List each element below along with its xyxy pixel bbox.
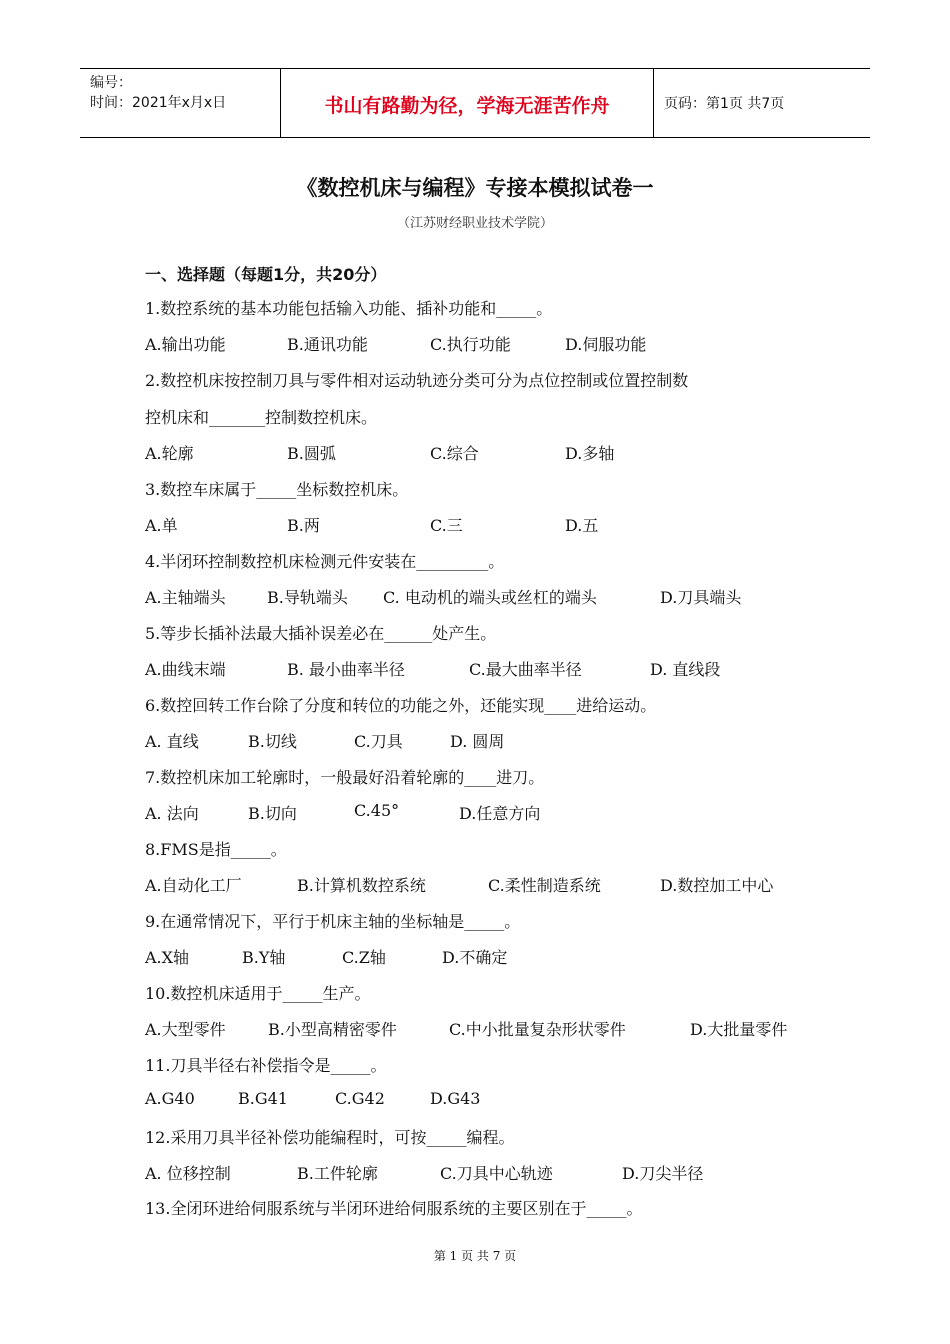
option-a: A.曲线末端 (145, 660, 226, 679)
option-a: A.单 (145, 516, 178, 535)
option-b: B.计算机数控系统 (297, 876, 426, 895)
option-b: B.圆弧 (287, 444, 336, 463)
question-text: 5.等步长插补法最大插补误差必在______处产生。 (145, 624, 497, 643)
section-heading: 一、选择题（每题1分，共20分） (145, 265, 387, 284)
option-a: A.X轴 (145, 948, 190, 967)
header-divider (653, 69, 654, 137)
option-c: C.综合 (430, 444, 479, 463)
option-b: B.两 (287, 516, 320, 535)
option-b: B.工件轮廓 (297, 1164, 378, 1183)
question-text: 12.采用刀具半径补偿功能编程时，可按_____编程。 (145, 1128, 515, 1147)
option-d: D.刀具端头 (660, 588, 742, 607)
option-a: A.输出功能 (145, 335, 226, 354)
option-d: D. 直线段 (650, 660, 721, 679)
document-header (80, 68, 870, 138)
option-d: D.不确定 (442, 948, 508, 967)
question-text: 4.半闭环控制数控机床检测元件安装在_________。 (145, 552, 505, 571)
option-c: C.G42 (335, 1089, 385, 1108)
option-c: C.中小批量复杂形状零件 (449, 1020, 626, 1039)
option-a: A.轮廓 (145, 444, 194, 463)
question-text: 1.数控系统的基本功能包括输入功能、插补功能和_____。 (145, 299, 553, 318)
option-d: D.大批量零件 (690, 1020, 788, 1039)
option-b: B.G41 (238, 1089, 288, 1108)
option-d: D.数控加工中心 (660, 876, 774, 895)
header-motto: 书山有路勤为径，学海无涯苦作舟 (324, 95, 610, 117)
document-title: 《数控机床与编程》专接本模拟试卷一 (296, 176, 654, 200)
header-page-info: 页码：第1页 共7页 (664, 96, 785, 112)
option-a: A.G40 (145, 1089, 195, 1108)
option-b: B.Y轴 (242, 948, 286, 967)
option-a: A.大型零件 (145, 1020, 226, 1039)
document-subtitle: （江苏财经职业技术学院） (396, 216, 553, 231)
option-d: D.刀尖半径 (622, 1164, 704, 1183)
option-b: B.小型高精密零件 (268, 1020, 397, 1039)
option-d: D.G43 (430, 1089, 481, 1108)
option-b: B.切线 (248, 732, 297, 751)
question-text: 13.全闭环进给伺服系统与半闭环进给伺服系统的主要区别在于_____。 (145, 1199, 643, 1218)
question-text-continued: 控机床和_______控制数控机床。 (145, 408, 378, 427)
option-c: C.柔性制造系统 (488, 876, 601, 895)
option-d: D.任意方向 (459, 804, 541, 823)
option-d: D. 圆周 (450, 732, 505, 751)
question-text: 9.在通常情况下，平行于机床主轴的坐标轴是_____。 (145, 912, 521, 931)
option-d: D.伺服功能 (565, 335, 647, 354)
question-text: 8.FMS是指_____。 (145, 840, 287, 859)
option-b: B.切向 (248, 804, 297, 823)
question-text: 10.数控机床适用于_____生产。 (145, 984, 371, 1003)
date-label: 时间：2021年x月x日 (90, 95, 227, 111)
header-meta (90, 73, 226, 113)
option-a: A.自动化工厂 (145, 876, 242, 895)
option-c: C.三 (430, 516, 463, 535)
option-a: A. 直线 (145, 732, 199, 751)
option-d: D.多轴 (565, 444, 615, 463)
option-c: C.Z轴 (342, 948, 386, 967)
option-d: D.五 (565, 516, 599, 535)
option-c: C. 电动机的端头或丝杠的端头 (383, 588, 597, 607)
option-c: C.最大曲率半径 (469, 660, 582, 679)
option-c: C.45° (354, 801, 400, 820)
question-text: 7.数控机床加工轮廓时，一般最好沿着轮廓的____进刀。 (145, 768, 545, 787)
option-b: B. 最小曲率半径 (287, 660, 405, 679)
question-text: 11.刀具半径右补偿指令是_____。 (145, 1056, 387, 1075)
option-c: C.刀具 (354, 732, 403, 751)
page-footer: 第 1 页 共 7 页 (433, 1249, 517, 1263)
option-c: C.刀具中心轨迹 (440, 1164, 553, 1183)
question-text: 3.数控车床属于_____坐标数控机床。 (145, 480, 409, 499)
number-label: 编号： (90, 75, 132, 91)
option-a: A. 法向 (145, 804, 199, 823)
option-b: B.导轨端头 (267, 588, 348, 607)
option-a: A.主轴端头 (145, 588, 226, 607)
option-a: A. 位移控制 (145, 1164, 231, 1183)
option-b: B.通讯功能 (287, 335, 368, 354)
question-text: 6.数控回转工作台除了分度和转位的功能之外，还能实现____进给运动。 (145, 696, 657, 715)
question-text: 2.数控机床按控制刀具与零件相对运动轨迹分类可分为点位控制或位置控制数 (145, 371, 689, 390)
option-c: C.执行功能 (430, 335, 511, 354)
